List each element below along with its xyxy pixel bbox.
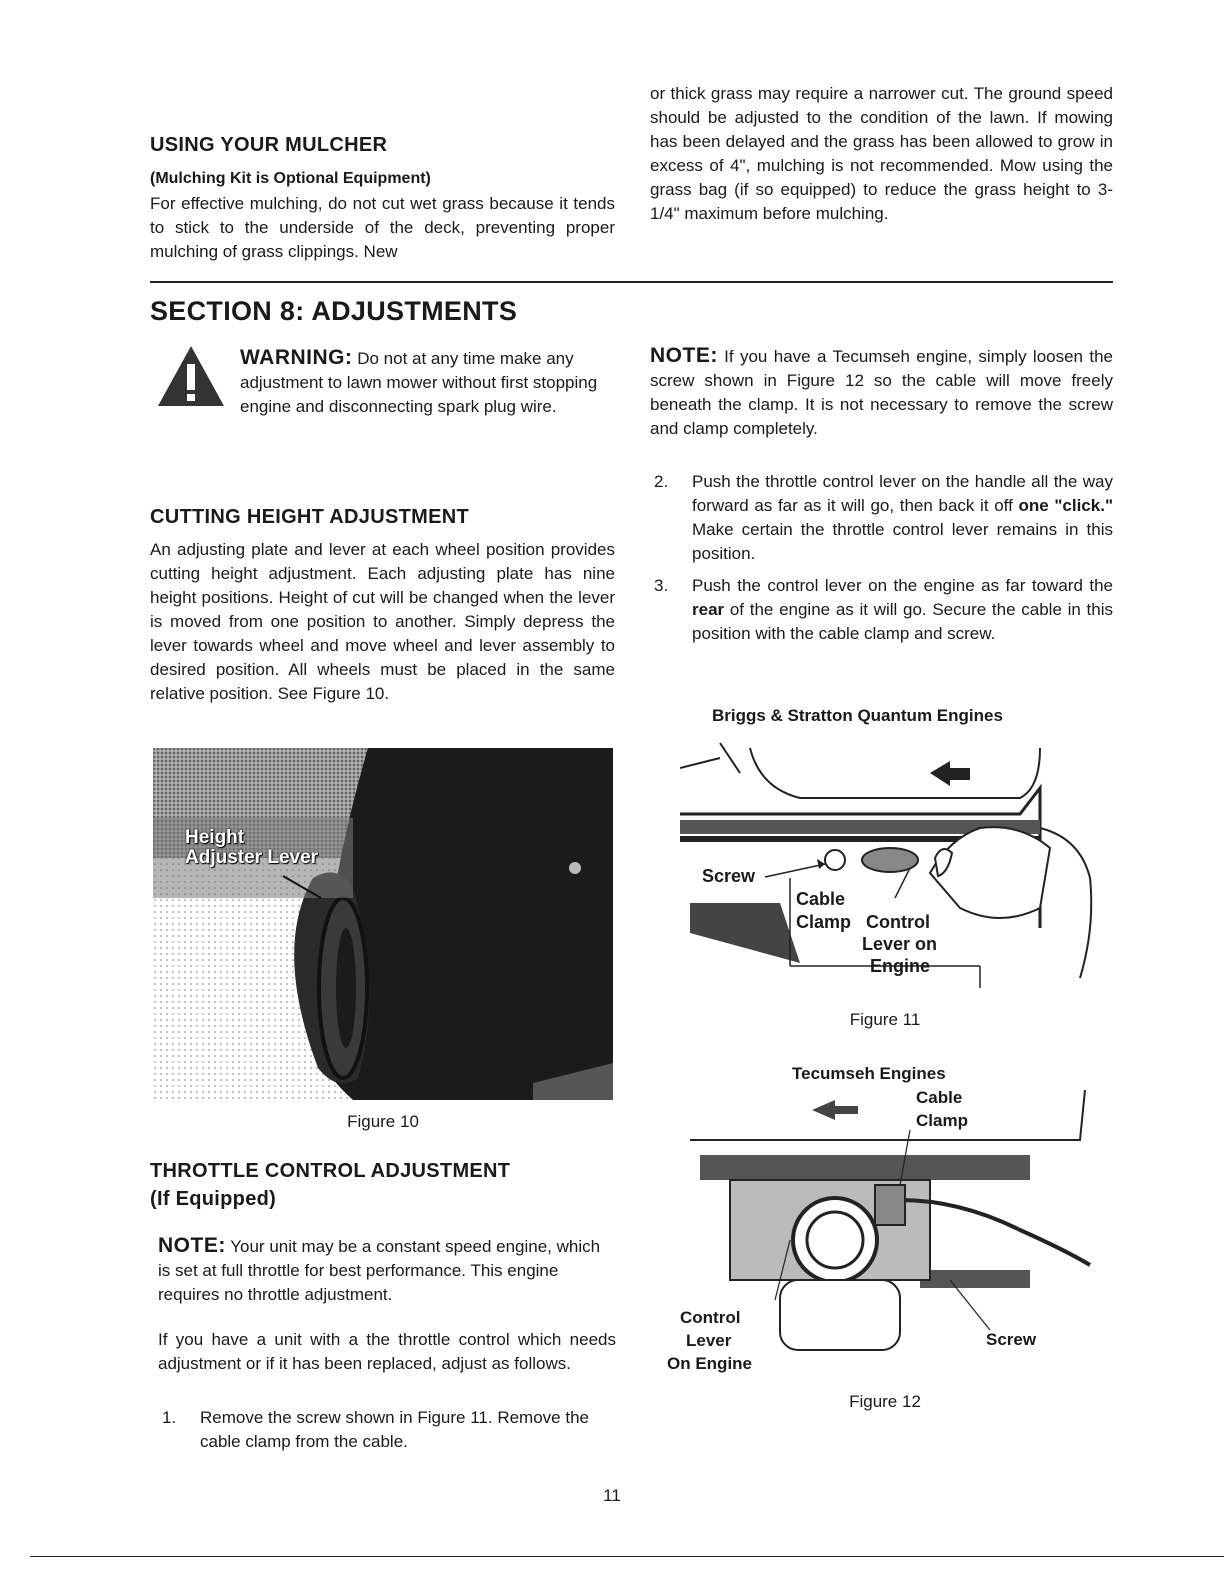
figure-12-illustration xyxy=(680,1090,1100,1390)
mulcher-heading: USING YOUR MULCHER xyxy=(150,134,388,156)
throttle-note xyxy=(158,1234,616,1307)
mulcher-paragraph-right: or thick grass may require a narrower cut. The ground speed should be adjusted to the condition of the lawn. If mowing has been delayed and the grass has been allowed to grow in excess of 4", mulching is not recommended. Mow using the grass bag (if so equipped) to reduce the grass height to 3-1/4" maximum before mulching. xyxy=(650,84,1113,223)
throttle-note-lead: NOTE: xyxy=(158,1234,226,1257)
fig11-cable-label: Cable xyxy=(796,889,846,909)
step-2-text-bold: one "click." xyxy=(1018,496,1113,515)
section-divider xyxy=(150,281,1113,283)
step-1 xyxy=(158,1406,616,1462)
fig12-clamp-label: Clamp xyxy=(916,1111,968,1130)
mulcher-subheading: (Mulching Kit is Optional Equipment) xyxy=(150,170,431,187)
fig11-screw-label: Screw xyxy=(702,866,756,886)
throttle-note-text: Your unit may be a constant speed engine, which is set at full throttle for best performance. This engine requires no throttle adjustment. xyxy=(158,1237,601,1304)
step-2-number: 2. xyxy=(654,472,669,491)
mulcher-paragraph-left: For effective mulching, do not cut wet grass because it tends to stick to the underside of the deck, preventing proper mulching of grass clippings. New xyxy=(150,194,615,261)
warning-text: Do not at any time make any adjustment to lawn mower without first stopping engine and disconnecting spark plug wire. xyxy=(240,349,598,416)
step-3-text-a: Push the control lever on the engine as far toward the xyxy=(692,576,1113,595)
bottom-rule xyxy=(30,1556,1224,1557)
step-1-text: Remove the screw shown in Figure 11. Remove the cable clamp from the cable. xyxy=(200,1408,589,1451)
figure-12-title: Tecumseh Engines xyxy=(792,1064,946,1083)
figure-10-caption: Figure 10 xyxy=(347,1112,419,1131)
step-2-text-c: Make certain the throttle control lever remains in this position. xyxy=(692,520,1113,563)
warning-lead: WARNING: xyxy=(240,346,353,369)
warning-icon xyxy=(156,344,226,410)
throttle-heading: THROTTLE CONTROL ADJUSTMENT xyxy=(150,1160,511,1182)
fig12-cable-label: Cable xyxy=(916,1088,963,1107)
right-note xyxy=(650,344,1113,441)
figure-12-caption: Figure 12 xyxy=(849,1392,921,1411)
step-3-text-bold: rear xyxy=(692,600,725,619)
step-3 xyxy=(650,574,1113,646)
step-1-number: 1. xyxy=(162,1408,177,1427)
fig12-on-engine-label: On Engine xyxy=(667,1354,752,1373)
fig11-clamp-label: Clamp xyxy=(796,912,852,932)
fig12-control-label: Control xyxy=(680,1308,741,1327)
fig11-control-label: Control xyxy=(866,912,930,932)
step-3-text-c: of the engine as it will go. Secure the cable in this position with the cable clamp and screw. xyxy=(692,600,1113,643)
throttle-subheading: (If Equipped) xyxy=(150,1188,277,1210)
section-title: SECTION 8: ADJUSTMENTS xyxy=(150,296,518,326)
fig12-screw-label: Screw xyxy=(986,1330,1037,1349)
fig11-engine-label: Engine xyxy=(870,956,931,976)
fig12-lever-label: Lever xyxy=(686,1331,732,1350)
page-number: 11 xyxy=(603,1486,621,1505)
step-2-text-a: Push the throttle control lever on the handle all the way forward as far as it will go, then back it off xyxy=(692,472,1113,515)
right-note-text: If you have a Tecumseh engine, simply loosen the screw shown in Figure 12 so the cable will move freely beneath the clamp. It is not necessary to remove the screw and clamp completely. xyxy=(650,347,1113,438)
figure-11-caption: Figure 11 xyxy=(849,1010,921,1029)
height-adjuster-lever-label: Height Adjuster Lever xyxy=(185,827,319,868)
warning-block xyxy=(240,346,615,419)
right-note-lead: NOTE: xyxy=(650,344,718,367)
figure-11-title: Briggs & Stratton Quantum Engines xyxy=(712,706,1003,725)
figure-10-photo xyxy=(153,748,613,1100)
cutting-heading: CUTTING HEIGHT ADJUSTMENT xyxy=(150,506,469,528)
cutting-paragraph: An adjusting plate and lever at each wheel position provides cutting height adjustment. Each adjusting plate has nine height positions. Height of cut will be changed when the lever is moved from one position to another. Simply depress the lever towards wheel and move wheel and lever assembly to desired position. All wheels must be placed in the same relative position. See Figure 10. xyxy=(150,540,615,703)
fig11-lever-on-label: Lever on xyxy=(862,934,938,954)
step-3-number: 3. xyxy=(654,576,669,595)
step-2 xyxy=(650,470,1113,566)
throttle-paragraph: If you have a unit with a the throttle control which needs adjustment or if it has been replaced, adjust as follows. xyxy=(158,1330,616,1373)
steps-2-3 xyxy=(650,470,1113,654)
